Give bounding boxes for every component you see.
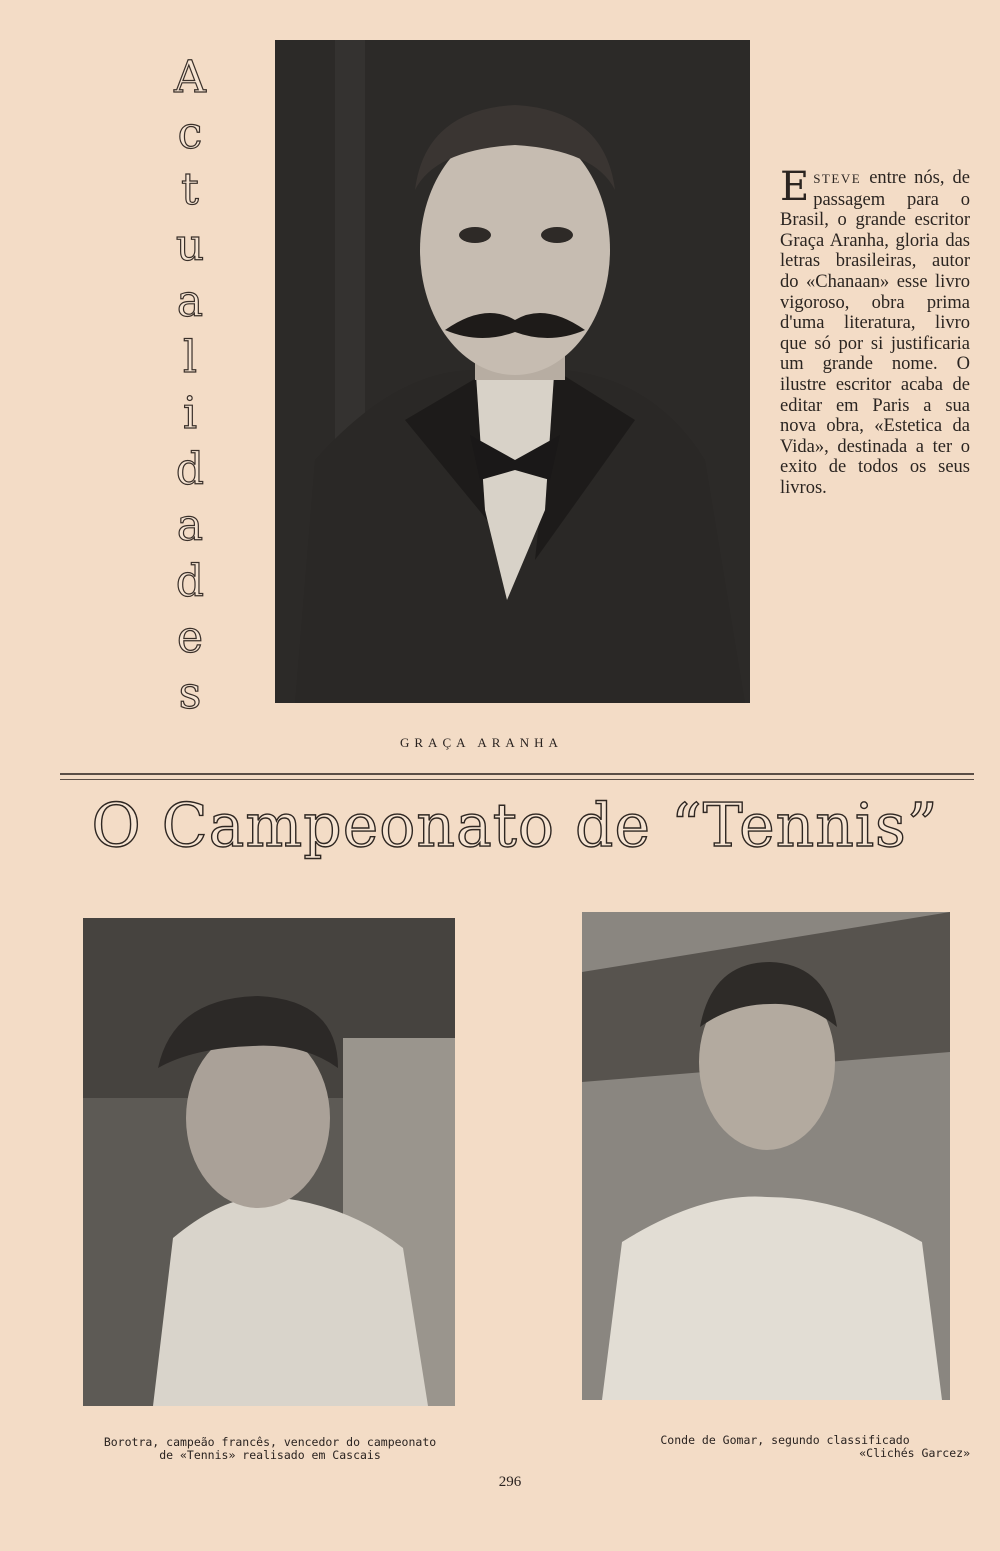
caption-credit: «Clichés Garcez»: [859, 1446, 970, 1460]
caption-conde-de-gomar: [600, 1434, 970, 1460]
section-title-letter: a: [176, 500, 204, 551]
section-title-letter: d: [175, 556, 205, 607]
article-body: entre nós, de passagem para o Brasil, o grande escritor Graça Aranha, gloria das letras brasileiras, autor do «Chanaan» esse livro vigoroso, obra prima d'uma literatura, livro que só por si justificaria um grande nome. O ilustre escritor acaba de editar em Paris a sua nova obra, «Estetica da Vida», destinada a ter o exito de todos os seus livros.: [780, 168, 970, 498]
article-lead-word: STEVE: [813, 171, 862, 186]
section-title-letter: s: [178, 668, 202, 719]
photo-conde-de-gomar: [582, 912, 950, 1400]
section-title-letter: t: [181, 164, 199, 215]
article-text: [780, 164, 970, 499]
section-title-letter: l: [182, 332, 198, 383]
section-divider: [60, 773, 974, 780]
page-number: 296: [498, 1474, 522, 1490]
caption-line: de «Tennis» realisado em Cascais: [159, 1448, 381, 1462]
caption-line: Conde de Gomar, segundo classificado: [660, 1433, 910, 1447]
caption-line: Borotra, campeão francês, vencedor do campeonato: [103, 1435, 437, 1449]
section-title-letter: e: [176, 612, 204, 663]
photo-borotra: [83, 918, 455, 1406]
portrait-caption: GRAÇA ARANHA: [400, 735, 563, 750]
section-title-letter: u: [175, 220, 205, 271]
section-title-letter: a: [176, 276, 204, 327]
tennis-headline: O Campeonato de “Tennis”: [91, 791, 939, 861]
portrait-figure-illustration: [275, 40, 750, 703]
section-title-letter: c: [177, 108, 203, 159]
caption-borotra: [70, 1436, 470, 1462]
section-title-letter: A: [174, 52, 206, 103]
portrait-photo-graca-aranha: [275, 40, 750, 703]
section-title-letter: d: [175, 444, 205, 495]
section-title-letter: i: [182, 388, 198, 439]
gomar-figure-illustration: [582, 912, 950, 1400]
borotra-figure-illustration: [83, 918, 455, 1406]
drop-cap: E: [780, 164, 810, 210]
section-title-vertical: [160, 50, 220, 722]
